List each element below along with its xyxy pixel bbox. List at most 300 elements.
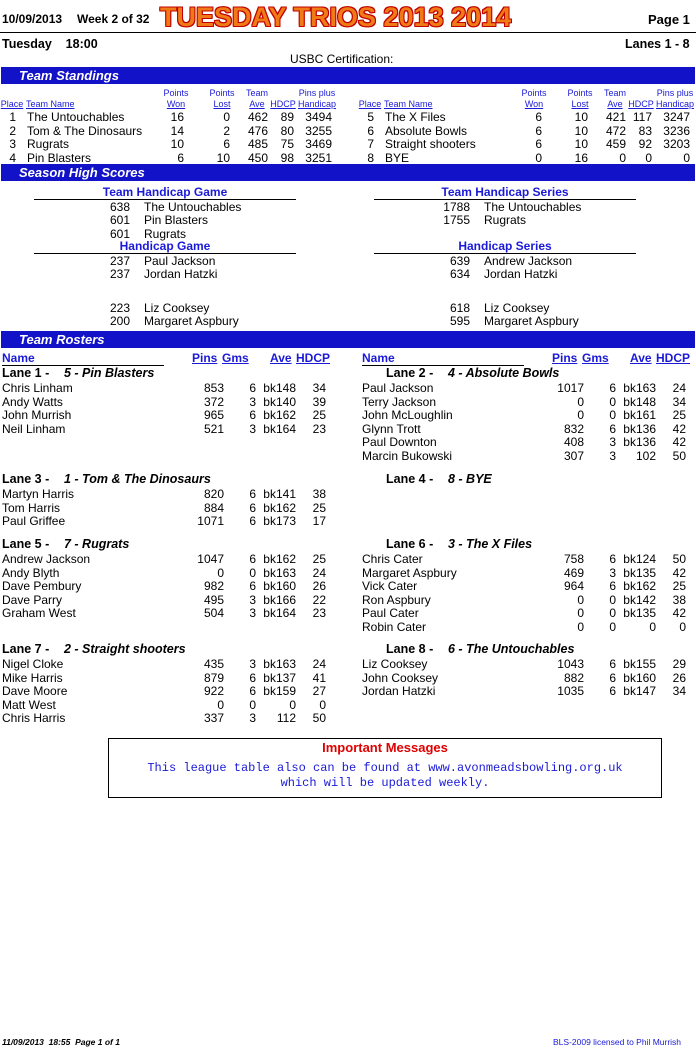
col-header-name: Name — [362, 351, 524, 366]
roster-pins: 884 — [203, 500, 224, 515]
roster-average: bk142 — [623, 592, 656, 607]
roster-player-name: Chris Cater — [362, 552, 423, 566]
col-header-name: Name — [2, 351, 164, 366]
roster-handicap: 25 — [672, 579, 686, 593]
high-score-category-title: Handicap Game — [34, 239, 296, 254]
day-time: Tuesday 18:00 — [2, 37, 98, 51]
col-header-handicap: Handicap — [297, 99, 337, 109]
roster-pins: 504 — [203, 606, 224, 620]
high-score-category-title: Handicap Series — [374, 239, 636, 254]
roster-pins: 521 — [203, 421, 224, 436]
high-score-value: 1755 — [443, 213, 470, 227]
roster-player-name: Andy Watts — [2, 394, 63, 409]
high-score-value: 200 — [109, 314, 130, 328]
high-score-category-title: Team Handicap Series — [374, 185, 636, 200]
standing-hdcp: 89 — [280, 110, 294, 124]
roster-pins: 1017 — [557, 381, 584, 395]
messages-title: Important Messages — [322, 740, 448, 755]
roster-average: bk162 — [623, 579, 656, 593]
standing-pins-plus-handicap: 3251 — [305, 150, 332, 165]
standing-points-lost: 0 — [223, 110, 230, 124]
roster-pins: 820 — [203, 487, 224, 501]
lane-label: Lane 8 - — [386, 642, 434, 656]
standing-team-ave: 450 — [247, 150, 268, 165]
footer-printed: 11/09/2013 18:55 Page 1 of 1 — [2, 1037, 120, 1047]
roster-average: bk147 — [623, 684, 656, 698]
standing-team-ave: 421 — [605, 110, 626, 124]
standing-points-lost: 10 — [574, 137, 588, 151]
high-score-name: Margaret Aspbury — [144, 314, 239, 328]
col-header-points-lost: Points — [567, 88, 593, 98]
roster-player-name: Graham West — [2, 606, 76, 620]
roster-handicap: 42 — [672, 435, 686, 449]
roster-pins: 495 — [203, 592, 224, 607]
messages-line-1: This league table also can be found at www.avonmeadsbowling.org.uk — [147, 761, 623, 775]
roster-pins: 337 — [203, 711, 224, 725]
roster-average: bk160 — [623, 670, 656, 685]
high-scores-bar — [1, 164, 695, 181]
roster-games: 0 — [609, 592, 616, 607]
roster-player-name: Marcin Bukowski — [362, 448, 453, 463]
standing-points-won: 6 — [535, 110, 542, 124]
roster-average: bk137 — [263, 670, 296, 685]
col-header-pins-plus: Pins plus — [298, 88, 336, 98]
standing-team-ave: 459 — [605, 137, 626, 151]
roster-player-name: Margaret Aspbury — [362, 565, 457, 580]
high-score-name: Paul Jackson — [144, 254, 216, 268]
roster-player-name: Martyn Harris — [2, 487, 75, 501]
header-divider — [0, 32, 696, 33]
roster-player-name: John Murrish — [2, 408, 72, 422]
standing-team-name: BYE — [385, 150, 410, 165]
roster-games: 0 — [609, 619, 616, 634]
high-score-category-title: Team Handicap Game — [34, 185, 296, 200]
lane-team-name: 7 - Rugrats — [64, 537, 130, 551]
col-header-pins: Pins — [552, 351, 578, 365]
col-header-pins-plus: Pins plus — [656, 88, 694, 98]
roster-average: bk166 — [263, 592, 296, 607]
roster-games: 6 — [609, 381, 616, 395]
messages-line-2: which will be updated weekly. — [280, 776, 490, 790]
standing-pins-plus-handicap: 3255 — [305, 123, 332, 138]
roster-games: 6 — [609, 657, 616, 671]
standing-team-ave: 462 — [247, 110, 268, 124]
standing-points-lost: 16 — [574, 150, 588, 165]
roster-player-name: Vick Cater — [362, 579, 418, 593]
roster-handicap: 42 — [672, 606, 686, 620]
standing-pins-plus-handicap: 3494 — [305, 110, 332, 124]
roster-average: bk164 — [263, 606, 296, 620]
high-score-name: Liz Cooksey — [144, 301, 210, 315]
standing-points-won: 6 — [535, 137, 542, 151]
roster-pins: 372 — [203, 394, 224, 409]
col-header-gms: Gms — [222, 351, 249, 365]
roster-games: 6 — [609, 421, 616, 436]
roster-pins: 435 — [203, 657, 224, 671]
roster-pins: 408 — [563, 435, 584, 449]
standing-hdcp: 98 — [280, 150, 294, 165]
roster-handicap: 26 — [312, 579, 326, 593]
roster-pins: 1071 — [197, 514, 224, 528]
roster-handicap: 42 — [672, 565, 686, 580]
high-score-value: 223 — [109, 301, 130, 315]
col-header-team-ave: Team — [603, 88, 626, 98]
col-header-ave: Ave — [607, 99, 623, 109]
lanes-range: Lanes 1 - 8 — [625, 37, 690, 51]
high-score-name: Rugrats — [144, 227, 187, 241]
roster-handicap: 29 — [672, 657, 686, 671]
high-score-name: The Untouchables — [144, 200, 242, 214]
roster-player-name: Dave Moore — [2, 684, 68, 698]
roster-games: 3 — [249, 657, 256, 671]
roster-games: 6 — [609, 552, 616, 566]
standing-team-ave: 485 — [247, 137, 268, 151]
roster-pins: 0 — [577, 619, 584, 634]
team-rosters-title: Team Rosters — [19, 332, 105, 347]
roster-player-name: John Cooksey — [362, 670, 439, 685]
report-date: 10/09/2013 — [2, 12, 63, 26]
roster-games: 6 — [249, 408, 256, 422]
roster-games: 0 — [249, 565, 256, 580]
roster-games: 3 — [249, 394, 256, 409]
col-header-won: Won — [524, 99, 544, 109]
standing-pins-plus-handicap: 0 — [683, 150, 690, 165]
roster-average: bk173 — [263, 514, 296, 528]
roster-player-name: Neil Linham — [2, 421, 66, 436]
col-header-ave: Ave — [630, 351, 652, 365]
roster-handicap: 0 — [679, 619, 686, 634]
roster-average: bk162 — [263, 552, 296, 566]
page-number: Page 1 — [648, 12, 690, 27]
roster-handicap: 50 — [672, 448, 686, 463]
high-score-value: 639 — [449, 254, 470, 268]
lane-label: Lane 1 - — [2, 366, 50, 380]
standing-pins-plus-handicap: 3247 — [663, 110, 690, 124]
lane-label: Lane 4 - — [386, 472, 434, 486]
high-score-value: 237 — [109, 267, 130, 281]
high-score-name: Andrew Jackson — [484, 254, 573, 268]
roster-pins: 982 — [203, 579, 224, 593]
roster-player-name: Liz Cooksey — [362, 657, 428, 671]
roster-pins: 879 — [203, 670, 224, 685]
standing-place: 3 — [9, 137, 16, 151]
col-header-points-won: Points — [521, 88, 547, 98]
lane-team-name: 8 - BYE — [448, 472, 492, 486]
standing-place: 4 — [9, 150, 16, 165]
roster-pins: 307 — [563, 448, 584, 463]
roster-handicap: 0 — [319, 697, 326, 712]
roster-average: bk163 — [263, 565, 296, 580]
col-header-ave: Ave — [270, 351, 292, 365]
lane-team-name: 3 - The X Files — [448, 537, 533, 551]
roster-player-name: Paul Griffee — [2, 514, 66, 528]
standing-hdcp: 117 — [632, 110, 652, 124]
col-header-team-name: Team Name — [384, 99, 433, 109]
standing-place: 2 — [9, 123, 16, 138]
col-header-points-lost: Points — [209, 88, 235, 98]
roster-average: bk159 — [263, 684, 296, 698]
roster-games: 6 — [609, 579, 616, 593]
roster-player-name: Jordan Hatzki — [362, 684, 436, 698]
roster-average: bk136 — [623, 435, 656, 449]
roster-handicap: 23 — [312, 421, 326, 436]
standing-points-won: 6 — [535, 123, 542, 138]
standing-place: 5 — [367, 110, 374, 124]
roster-games: 6 — [249, 381, 256, 395]
standing-pins-plus-handicap: 3236 — [663, 123, 690, 138]
col-header-hdcp: HDCP — [270, 99, 296, 109]
col-header-place: Place — [0, 99, 24, 109]
roster-handicap: 24 — [312, 657, 326, 671]
roster-player-name: Ron Aspbury — [362, 592, 431, 607]
important-messages-box — [108, 738, 662, 798]
roster-pins: 0 — [577, 606, 584, 620]
team-standings-bar — [1, 67, 695, 84]
roster-player-name: Dave Parry — [2, 592, 63, 607]
roster-average: bk163 — [263, 657, 296, 671]
standing-place: 6 — [367, 123, 374, 138]
standing-hdcp: 83 — [638, 123, 652, 138]
standing-points-won: 16 — [170, 110, 184, 124]
standing-points-lost: 6 — [223, 137, 230, 151]
roster-handicap: 38 — [312, 487, 326, 501]
roster-player-name: Paul Cater — [362, 606, 419, 620]
standing-points-won: 10 — [170, 137, 184, 151]
roster-handicap: 25 — [312, 552, 326, 566]
standing-place: 1 — [9, 110, 16, 124]
standing-place: 8 — [367, 150, 374, 165]
roster-pins: 0 — [217, 697, 224, 712]
high-score-name: Pin Blasters — [144, 213, 209, 227]
roster-handicap: 25 — [672, 408, 686, 422]
roster-handicap: 34 — [312, 381, 326, 395]
standing-team-name: Tom & The Dinosaurs — [27, 123, 143, 138]
standing-team-name: The X Files — [385, 110, 446, 124]
roster-pins: 965 — [203, 408, 224, 422]
high-score-name: Liz Cooksey — [484, 301, 550, 315]
col-header-place: Place — [358, 99, 382, 109]
roster-pins: 469 — [563, 565, 584, 580]
standing-team-name: Absolute Bowls — [385, 123, 468, 138]
standing-team-ave: 472 — [605, 123, 626, 138]
roster-handicap: 24 — [312, 565, 326, 580]
high-score-name: Jordan Hatzki — [484, 267, 558, 281]
team-rosters-bar — [1, 331, 695, 348]
lane-team-name: 6 - The Untouchables — [448, 642, 575, 656]
roster-player-name: Mike Harris — [2, 670, 63, 685]
roster-player-name: Robin Cater — [362, 619, 427, 634]
roster-player-name: Matt West — [2, 697, 56, 712]
roster-games: 6 — [249, 684, 256, 698]
roster-games: 0 — [609, 408, 616, 422]
roster-handicap: 23 — [312, 606, 326, 620]
roster-player-name: Paul Downton — [362, 435, 437, 449]
roster-games: 3 — [609, 448, 616, 463]
roster-pins: 0 — [577, 592, 584, 607]
roster-games: 6 — [249, 670, 256, 685]
standing-points-lost: 10 — [574, 123, 588, 138]
roster-games: 6 — [249, 500, 256, 515]
standing-pins-plus-handicap: 3469 — [305, 137, 332, 151]
roster-handicap: 27 — [312, 684, 326, 698]
col-header-hdcp: HDCP — [628, 99, 654, 109]
roster-average: bk162 — [263, 500, 296, 515]
roster-player-name: Paul Jackson — [362, 381, 434, 395]
roster-games: 3 — [249, 711, 256, 725]
standing-team-name: Straight shooters — [385, 137, 476, 151]
footer-license: BLS-2009 licensed to Phil Murrish — [553, 1037, 682, 1047]
roster-handicap: 42 — [672, 421, 686, 436]
roster-pins: 964 — [563, 579, 584, 593]
col-header-won: Won — [166, 99, 186, 109]
roster-player-name: Tom Harris — [2, 500, 61, 515]
roster-average: bk136 — [623, 421, 656, 436]
roster-player-name: Dave Pembury — [2, 579, 82, 593]
roster-average: bk155 — [623, 657, 656, 671]
roster-handicap: 25 — [312, 500, 326, 515]
roster-pins: 1047 — [197, 552, 224, 566]
roster-average: bk162 — [263, 408, 296, 422]
roster-player-name: Terry Jackson — [362, 394, 437, 409]
standing-points-lost: 10 — [216, 150, 230, 165]
roster-player-name: Nigel Cloke — [2, 657, 64, 671]
lane-label: Lane 2 - — [386, 366, 434, 380]
roster-handicap: 34 — [672, 394, 686, 409]
standing-points-won: 0 — [535, 150, 542, 165]
roster-games: 0 — [609, 606, 616, 620]
roster-games: 0 — [609, 394, 616, 409]
roster-pins: 0 — [577, 394, 584, 409]
roster-average: bk164 — [263, 421, 296, 436]
week-indicator: Week 2 of 32 — [77, 12, 150, 26]
lane-label: Lane 3 - — [2, 472, 50, 486]
roster-pins: 0 — [577, 408, 584, 422]
col-header-hdcp: HDCP — [296, 351, 331, 365]
roster-average: bk140 — [263, 394, 296, 409]
roster-average: bk135 — [623, 606, 656, 620]
roster-average: bk124 — [623, 552, 656, 566]
roster-games: 6 — [609, 670, 616, 685]
roster-pins: 882 — [563, 670, 584, 685]
roster-handicap: 41 — [312, 670, 326, 685]
roster-handicap: 50 — [312, 711, 326, 725]
standing-place: 7 — [367, 137, 374, 151]
roster-handicap: 34 — [672, 684, 686, 698]
standing-points-lost: 10 — [574, 110, 588, 124]
high-score-value: 634 — [449, 267, 470, 281]
roster-games: 6 — [249, 552, 256, 566]
roster-pins: 832 — [563, 421, 584, 436]
high-score-name: Margaret Aspbury — [484, 314, 579, 328]
roster-games: 6 — [609, 684, 616, 698]
roster-player-name: Andrew Jackson — [2, 552, 91, 566]
col-header-handicap: Handicap — [655, 99, 695, 109]
high-score-name: Rugrats — [484, 213, 527, 227]
roster-player-name: John McLoughlin — [362, 408, 453, 422]
roster-games: 6 — [249, 514, 256, 528]
roster-average: bk148 — [263, 381, 296, 395]
roster-pins: 0 — [217, 565, 224, 580]
roster-handicap: 17 — [312, 514, 326, 528]
roster-handicap: 25 — [312, 408, 326, 422]
standing-team-name: Rugrats — [27, 137, 70, 151]
roster-average: 102 — [635, 448, 656, 463]
standing-team-ave: 0 — [619, 150, 626, 165]
roster-average: bk160 — [263, 579, 296, 593]
roster-player-name: Andy Blyth — [2, 565, 60, 580]
standing-hdcp: 92 — [638, 137, 652, 151]
standing-hdcp: 75 — [280, 137, 294, 151]
roster-games: 6 — [249, 579, 256, 593]
roster-games: 3 — [609, 565, 616, 580]
col-header-team-ave: Team — [245, 88, 268, 98]
roster-player-name: Chris Linham — [2, 381, 73, 395]
roster-average: bk141 — [263, 487, 296, 501]
lane-team-name: 5 - Pin Blasters — [64, 366, 155, 380]
roster-handicap: 24 — [672, 381, 686, 395]
roster-average: 0 — [289, 697, 296, 712]
roster-handicap: 39 — [312, 394, 326, 409]
standing-points-won: 14 — [170, 123, 184, 138]
lane-label: Lane 5 - — [2, 537, 50, 551]
roster-pins: 1035 — [557, 684, 584, 698]
lane-team-name: 2 - Straight shooters — [64, 642, 186, 656]
high-scores-title: Season High Scores — [19, 165, 145, 180]
roster-pins: 922 — [203, 684, 224, 698]
col-header-points-won: Points — [163, 88, 189, 98]
usbc-certification: USBC Certification: — [290, 52, 394, 66]
standing-team-name: Pin Blasters — [27, 150, 92, 165]
col-header-lost: Lost — [571, 99, 589, 109]
roster-games: 3 — [609, 435, 616, 449]
roster-average: 112 — [276, 711, 296, 725]
roster-average: bk135 — [623, 565, 656, 580]
standing-points-lost: 2 — [223, 123, 230, 138]
roster-average: bk161 — [623, 408, 656, 422]
roster-player-name: Glynn Trott — [362, 421, 421, 436]
col-header-hdcp: HDCP — [656, 351, 691, 365]
col-header-lost: Lost — [213, 99, 231, 109]
high-score-name: The Untouchables — [484, 200, 582, 214]
roster-pins: 853 — [203, 381, 224, 395]
roster-games: 3 — [249, 421, 256, 436]
roster-games: 0 — [249, 697, 256, 712]
high-score-value: 1788 — [443, 200, 470, 214]
standing-points-won: 6 — [177, 150, 184, 165]
col-header-gms: Gms — [582, 351, 609, 365]
high-score-value: 638 — [109, 200, 130, 214]
high-score-value: 237 — [109, 254, 130, 268]
lane-team-name: 1 - Tom & The Dinosaurs — [64, 472, 211, 486]
team-standings-title: Team Standings — [19, 68, 119, 83]
standing-pins-plus-handicap: 3203 — [663, 137, 690, 151]
roster-games: 6 — [249, 487, 256, 501]
standing-team-name: The Untouchables — [27, 110, 125, 124]
league-title: TUESDAY TRIOS 2013 2014 — [160, 2, 512, 32]
roster-handicap: 38 — [672, 592, 686, 607]
col-header-team-name: Team Name — [26, 99, 75, 109]
high-score-value: 601 — [109, 227, 130, 241]
high-score-value: 601 — [109, 213, 130, 227]
roster-average: 0 — [649, 619, 656, 634]
high-score-value: 595 — [449, 314, 470, 328]
roster-games: 3 — [249, 606, 256, 620]
roster-handicap: 22 — [312, 592, 326, 607]
roster-handicap: 26 — [672, 670, 686, 685]
high-score-name: Jordan Hatzki — [144, 267, 218, 281]
col-header-pins: Pins — [192, 351, 218, 365]
high-score-value: 618 — [449, 301, 470, 315]
